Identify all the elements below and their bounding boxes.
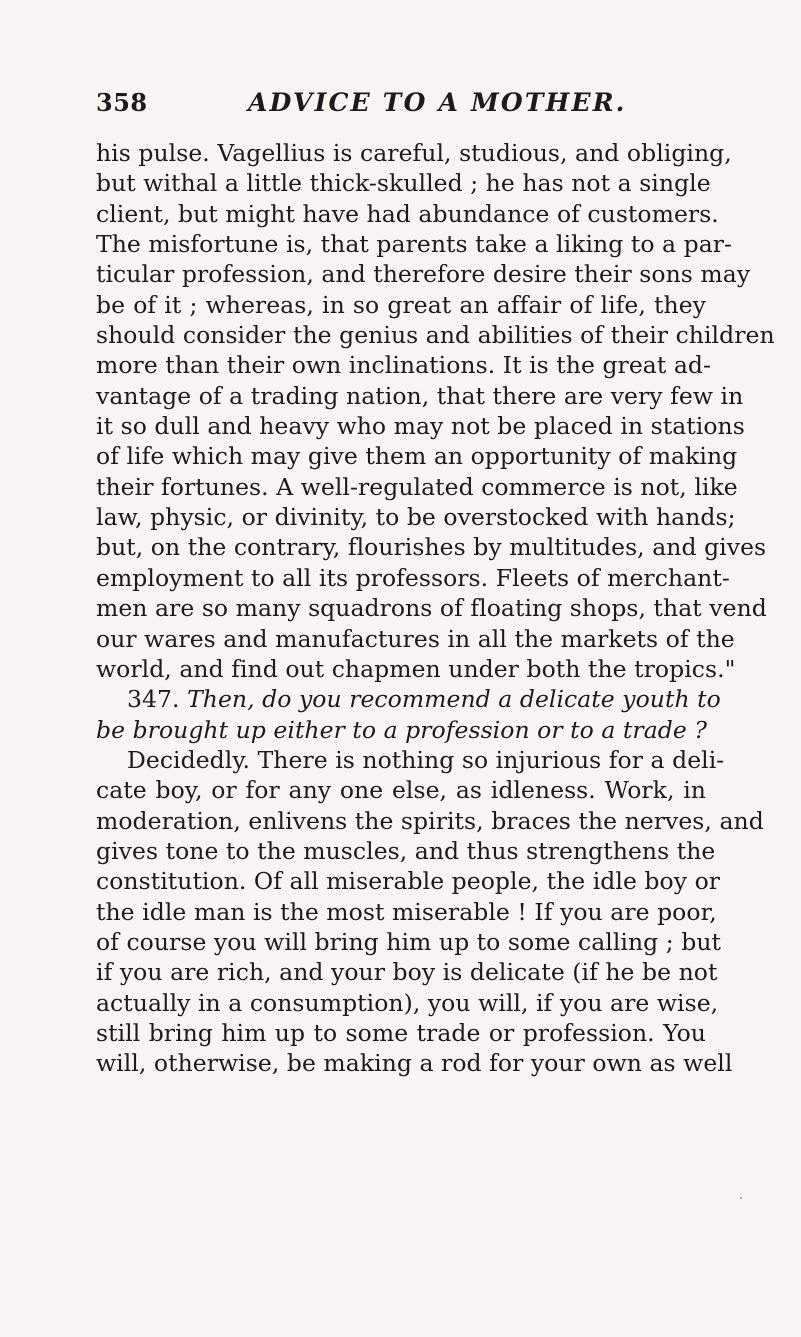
answer-line: if you are rich, and your boy is delicate (if he be not xyxy=(96,958,718,987)
body-line: ticular profession, and therefore desire their sons may xyxy=(96,260,751,289)
question-number: 347. xyxy=(127,685,180,714)
question-line xyxy=(96,684,721,714)
running-title: ADVICE TO A MOTHER. xyxy=(248,88,627,117)
page-header xyxy=(96,88,706,128)
answer-line: still bring him up to some trade or profession. You xyxy=(96,1018,706,1047)
body-line: The misfortune is, that parents take a liking to a par- xyxy=(96,230,733,259)
answer-line: constitution. Of all miserable people, the idle boy or xyxy=(96,867,721,896)
body-line: but withal a little thick-skulled ; he has not a single xyxy=(96,169,711,198)
body-line: client, but might have had abundance of customers. xyxy=(96,199,719,228)
body-line: vantage of a trading nation, that there are very few in xyxy=(96,381,744,410)
paper-speck xyxy=(740,1197,742,1199)
body-line: but, on the contrary, flourishes by multitudes, and gives xyxy=(96,533,767,562)
answer-line: actually in a consumption), you will, if you are wise, xyxy=(96,988,719,1017)
question-text: Then, do you recommend a delicate youth to xyxy=(187,685,721,714)
answer-line: gives tone to the muscles, and thus strengthens the xyxy=(96,836,716,865)
body-line: be of it ; whereas, in so great an affair of life, they xyxy=(96,290,706,319)
body-line: his pulse. Vagellius is careful, studious, and obliging, xyxy=(96,139,732,167)
body-line: employment to all its professors. Fleets of merchant- xyxy=(96,563,730,592)
answer-line: Decidedly. There is nothing so injurious for a deli- xyxy=(127,745,725,774)
answer-line: cate boy, or for any one else, as idleness. Work, in xyxy=(96,776,706,805)
body-line: law, physic, or divinity, to be overstocked with hands; xyxy=(96,503,736,532)
page-number: 358 xyxy=(96,88,148,117)
body-line: world, and find out chapmen under both the tropics." xyxy=(96,654,736,683)
page-body xyxy=(96,138,775,1079)
question-line-continued: be brought up either to a profession or to a trade ? xyxy=(96,715,707,744)
body-line: should consider the genius and abilities of their children xyxy=(96,321,775,350)
body-line: their fortunes. A well-regulated commerce is not, like xyxy=(96,472,738,501)
answer-line: of course you will bring him up to some calling ; but xyxy=(96,927,722,956)
body-line: men are so many squadrons of floating shops, that vend xyxy=(96,594,767,623)
body-line: of life which may give them an opportunity of making xyxy=(96,442,738,471)
body-line: it so dull and heavy who may not be placed in stations xyxy=(96,412,745,441)
body-line: our wares and manufactures in all the markets of the xyxy=(96,624,735,653)
answer-line: the idle man is the most miserable ! If you are poor, xyxy=(96,897,717,926)
body-line: more than their own inclinations. It is the great ad- xyxy=(96,351,711,380)
answer-line: will, otherwise, be making a rod for your own as well xyxy=(96,1049,733,1078)
answer-line: moderation, enlivens the spirits, braces the nerves, and xyxy=(96,806,764,835)
